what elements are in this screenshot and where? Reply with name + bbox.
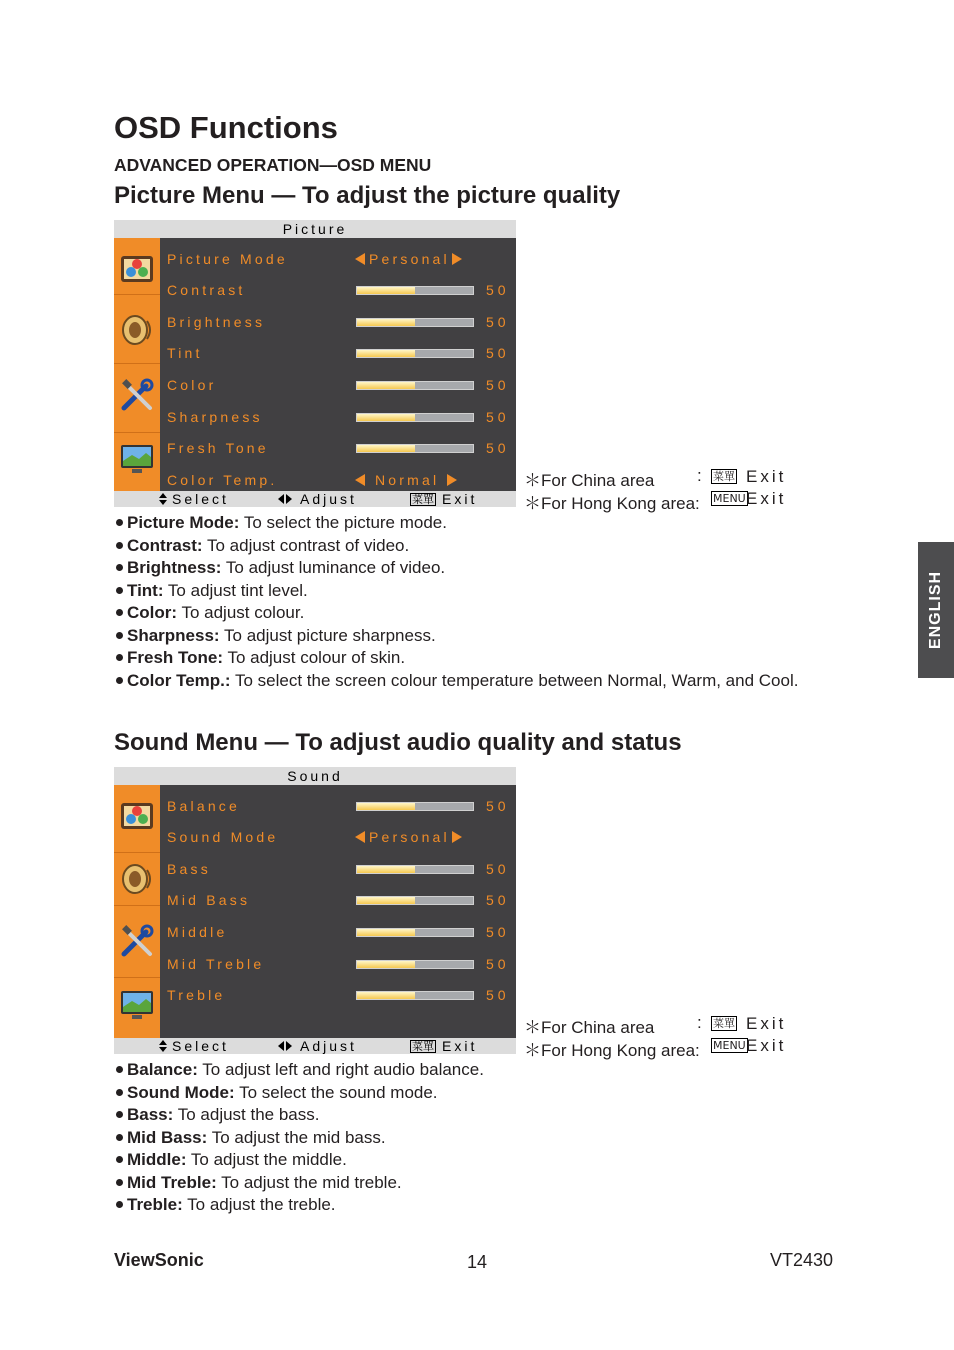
arrow-right-icon (447, 474, 457, 486)
osd-title: Sound (114, 767, 516, 785)
note-colon: : (697, 1013, 702, 1032)
picture-osd (114, 220, 516, 507)
sound-menu-heading: Sound Menu — To adjust audio quality and status (114, 729, 682, 756)
row-value: 50 (486, 956, 510, 972)
row-label: Middle (167, 924, 228, 940)
note-hong-kong: ＊For Hong Kong area: (524, 494, 700, 513)
list-item: Sharpness: To adjust picture sharpness. (114, 625, 798, 648)
osd-menu-list (160, 238, 516, 491)
row-label: Color Temp. (167, 472, 278, 488)
list-item: Balance: To adjust left and right audio balance. (114, 1059, 484, 1082)
row-choice[interactable]: Normal (355, 465, 479, 496)
footer-exit: 菜單 Exit (412, 1038, 478, 1054)
level-bar[interactable] (356, 928, 474, 937)
footer-brand: ViewSonic (114, 1250, 204, 1270)
osd-row-bass[interactable] (160, 854, 516, 885)
osd-sidebar (114, 785, 160, 1038)
level-bar[interactable] (356, 413, 474, 422)
row-value: 50 (486, 409, 510, 425)
note-china: ＊For China area (524, 471, 655, 490)
arrow-left-icon (355, 831, 365, 843)
level-bar[interactable] (356, 802, 474, 811)
menu-key-icon: 菜單 (713, 470, 735, 483)
level-bar-fill (357, 414, 415, 421)
osd-row-treble[interactable] (160, 980, 516, 1011)
row-label: Tint (167, 345, 203, 361)
row-value: 50 (486, 282, 510, 298)
level-bar-fill (357, 961, 415, 968)
monitor-icon (120, 988, 154, 1022)
list-item: Mid Bass: To adjust the mid bass. (114, 1127, 484, 1150)
footer-adjust: Adjust (278, 491, 357, 507)
level-bar-fill (357, 445, 415, 452)
left-right-icon (278, 1041, 294, 1051)
osd-row-picture-mode[interactable] (160, 244, 516, 275)
note-exit: Exit (746, 467, 787, 486)
footer-select: Select (158, 1038, 229, 1054)
osd-row-contrast[interactable] (160, 275, 516, 306)
row-value: 50 (486, 924, 510, 940)
level-bar-fill (357, 287, 415, 294)
level-bar-fill (357, 897, 415, 904)
note-hong-kong: ＊For Hong Kong area: (524, 1041, 700, 1060)
menu-key-icon: MENU (713, 1039, 746, 1052)
monitor-icon (120, 442, 154, 476)
speaker-icon (120, 313, 154, 347)
level-bar[interactable] (356, 349, 474, 358)
row-value: 50 (486, 440, 510, 456)
osd-row-sound-mode[interactable] (160, 822, 516, 853)
language-tab (918, 542, 954, 678)
footer-adjust: Adjust (278, 1038, 357, 1054)
page-title: OSD Functions (114, 110, 338, 145)
row-label: Mid Bass (167, 892, 251, 908)
footer-select: Select (158, 491, 229, 507)
list-item: Picture Mode: To select the picture mode. (114, 512, 798, 535)
note-exit: Exit (746, 489, 787, 508)
level-bar-fill (357, 803, 415, 810)
page-number: 14 (467, 1252, 488, 1272)
osd-menu-list (160, 785, 516, 1038)
row-label: Brightness (167, 314, 266, 330)
sound-osd (114, 767, 516, 1054)
osd-row-balance[interactable] (160, 791, 516, 822)
row-label: Bass (167, 861, 211, 877)
level-bar[interactable] (356, 286, 474, 295)
footer-model: VT2430 (770, 1250, 834, 1270)
menu-key-icon: MENU (713, 492, 746, 505)
speaker-icon (120, 862, 154, 896)
list-item: Color: To adjust colour. (114, 602, 798, 625)
row-label: Contrast (167, 282, 246, 298)
menu-key-icon: 菜單 (412, 493, 434, 506)
language-tab-label: ENGLISH (927, 570, 944, 650)
row-value: 50 (486, 377, 510, 393)
row-value: 50 (486, 892, 510, 908)
osd-row-fresh-tone[interactable] (160, 433, 516, 464)
row-label: Treble (167, 987, 226, 1003)
osd-footer (114, 491, 516, 507)
osd-sidebar (114, 238, 160, 491)
picture-menu-heading: Picture Menu — To adjust the picture quality (114, 182, 621, 209)
osd-row-color[interactable] (160, 370, 516, 401)
sound-bullet-list (114, 1059, 484, 1217)
tools-icon (120, 378, 154, 412)
level-bar-fill (357, 866, 415, 873)
section-subhead: ADVANCED OPERATION—OSD MENU (114, 155, 432, 175)
level-bar[interactable] (356, 381, 474, 390)
arrow-right-icon (452, 831, 462, 843)
osd-footer (114, 1038, 516, 1054)
level-bar-fill (357, 319, 415, 326)
row-label: Picture Mode (167, 251, 288, 267)
arrow-left-icon (355, 253, 365, 265)
row-value: 50 (486, 861, 510, 877)
row-value: 50 (486, 345, 510, 361)
list-item: Sound Mode: To select the sound mode. (114, 1082, 484, 1105)
list-item: Color Temp.: To select the screen colour temperature between Normal, Warm, and Cool. (114, 670, 798, 693)
left-right-icon (278, 494, 294, 504)
list-item: Tint: To adjust tint level. (114, 580, 798, 603)
up-down-icon (158, 1040, 168, 1052)
row-label: Color (167, 377, 217, 393)
row-label: Sound Mode (167, 829, 279, 845)
list-item: Bass: To adjust the bass. (114, 1104, 484, 1127)
row-label: Fresh Tone (167, 440, 269, 456)
level-bar-fill (357, 992, 415, 999)
level-bar[interactable] (356, 896, 474, 905)
row-value: 50 (486, 314, 510, 330)
level-bar-fill (357, 382, 415, 389)
list-item: Brightness: To adjust luminance of video. (114, 557, 798, 580)
osd-row-tint[interactable] (160, 338, 516, 369)
row-label: Sharpness (167, 409, 263, 425)
osd-row-sharpness[interactable] (160, 402, 516, 433)
menu-key-icon: 菜單 (713, 1017, 735, 1030)
up-down-icon (158, 493, 168, 505)
level-bar[interactable] (356, 865, 474, 874)
note-colon: : (697, 466, 702, 485)
footer-exit: 菜單 Exit (412, 491, 478, 507)
osd-row-mid-treble[interactable] (160, 949, 516, 980)
list-item: Treble: To adjust the treble. (114, 1194, 484, 1217)
list-item: Fresh Tone: To adjust colour of skin. (114, 647, 798, 670)
row-choice[interactable]: Personal (355, 244, 479, 275)
osd-row-brightness[interactable] (160, 307, 516, 338)
level-bar[interactable] (356, 991, 474, 1000)
tools-icon (120, 924, 154, 958)
row-label: Mid Treble (167, 956, 265, 972)
level-bar[interactable] (356, 960, 474, 969)
note-exit: Exit (746, 1036, 787, 1055)
row-choice[interactable]: Personal (355, 822, 479, 853)
osd-title: Picture (114, 220, 516, 238)
note-china: ＊For China area (524, 1018, 655, 1037)
level-bar-fill (357, 350, 415, 357)
list-item: Mid Treble: To adjust the mid treble. (114, 1172, 484, 1195)
row-value: 50 (486, 798, 510, 814)
picture-icon (120, 799, 154, 833)
menu-key-icon: 菜單 (412, 1040, 434, 1053)
level-bar-fill (357, 929, 415, 936)
row-label: Balance (167, 798, 240, 814)
note-exit: Exit (746, 1014, 787, 1033)
osd-row-middle[interactable] (160, 917, 516, 948)
picture-icon (120, 252, 154, 286)
level-bar[interactable] (356, 444, 474, 453)
picture-bullet-list (114, 512, 798, 692)
list-item: Middle: To adjust the middle. (114, 1149, 484, 1172)
list-item: Contrast: To adjust contrast of video. (114, 535, 798, 558)
osd-row-mid-bass[interactable] (160, 885, 516, 916)
arrow-left-icon (355, 474, 365, 486)
level-bar[interactable] (356, 318, 474, 327)
arrow-right-icon (452, 253, 462, 265)
row-value: 50 (486, 987, 510, 1003)
